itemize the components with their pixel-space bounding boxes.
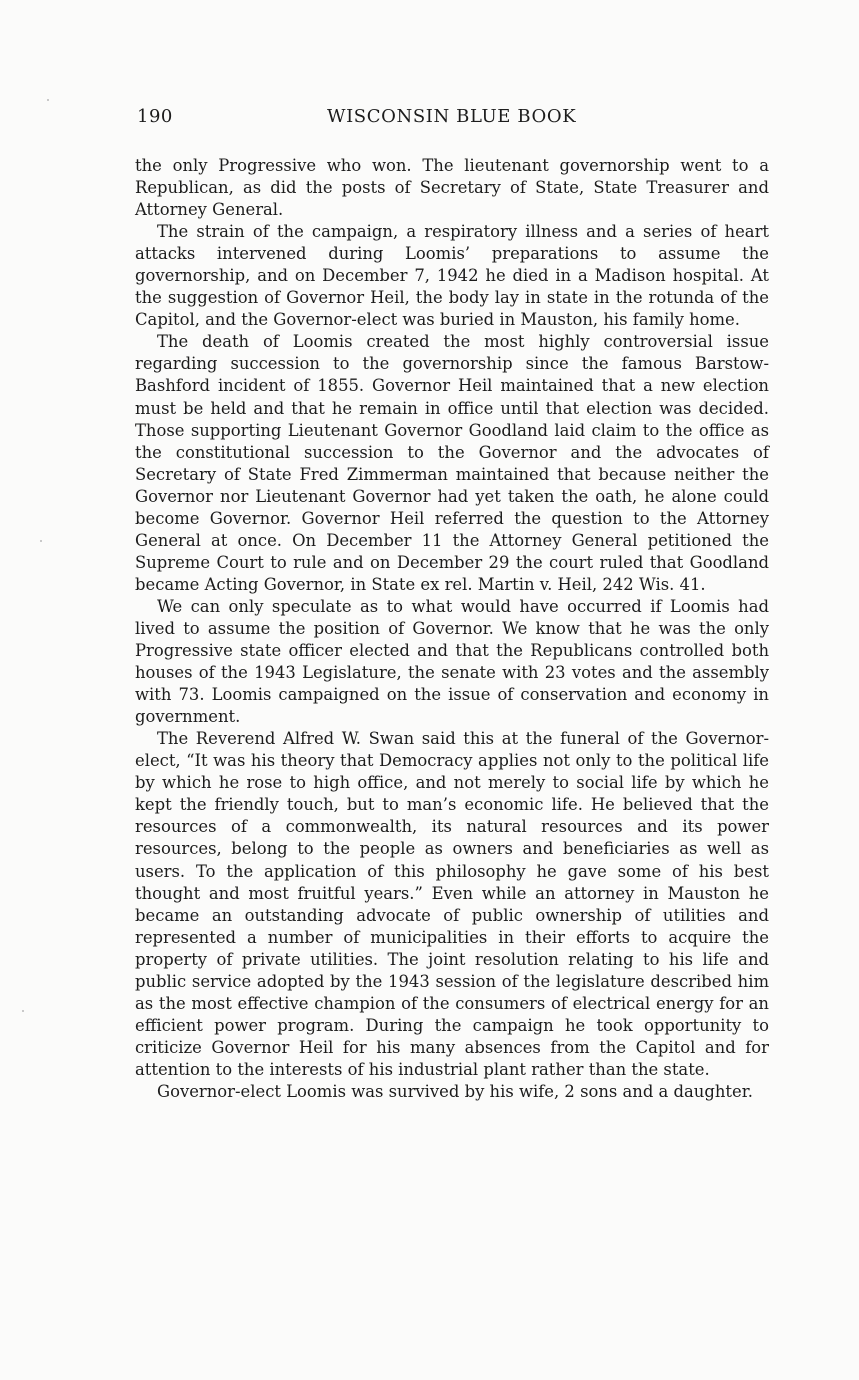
margin-speck: [47, 99, 49, 101]
paragraph: The strain of the campaign, a respiratory illness and a series of heart attacks intervened during Loomis’ preparations to assume the governorship, and on December 7, 1942 he died in a Madison hospital. At the suggestion of Governor Heil, the body lay in state in the rotunda of the Capitol, and the Governor-elect was buried in Mauston, his family home.: [135, 222, 769, 330]
page-number: 190: [137, 106, 173, 127]
paragraph: the only Progressive who won. The lieutenant governorship went to a Republican, as did the posts of Secretary of State, State Treasurer and Attorney General.: [135, 156, 769, 220]
paragraph: The Reverend Alfred W. Swan said this at the funeral of the Governor-elect, “It was his theory that Democracy applies not only to the political life by which he rose to high office, and not merely to social life by which he kept the friendly touch, but to man’s economic life. He believed that the resources of a commonwealth, its natural resources and its power resources, belong to the people as owners and beneficiaries as well as users. To the application of this philosophy he gave some of his best thought and most fruitful years.” Even while an attorney in Mauston he became an outstanding advocate of public ownership of utilities and represented a number of municipalities in their efforts to acquire the property of private utilities. The joint resolution relating to his life and public service adopted by the 1943 session of the legislature described him as the most effective champion of the consumers of electrical energy for an efficient power program. During the campaign he took opportunity to criticize Governor Heil for his many absences from the Capitol and for attention to the interests of his industrial plant rather than the state.: [135, 729, 769, 1079]
paragraph: The death of Loomis created the most highly controversial issue regarding succession to the governorship since the famous Barstow-Bashford incident of 1855. Governor Heil maintained that a new election must be held and that he remain in office until that election was decided. Those supporting Lieutenant Governor Goodland laid claim to the office as the constitutional succession to the Governor and the advocates of Secretary of State Fred Zimmerman maintained that because neither the Governor nor Lieutenant Governor had yet taken the oath, he alone could become Governor. Governor Heil referred the question to the Attorney General at once. On December 11 the Attorney General petitioned the Supreme Court to rule and on December 29 the court ruled that Goodland became Acting Governor, in State ex rel. Martin v. Heil, 242 Wis. 41.: [135, 332, 769, 594]
page-header: [137, 104, 771, 130]
margin-speck: [40, 540, 42, 542]
paragraph: Governor-elect Loomis was survived by his wife, 2 sons and a daughter.: [157, 1081, 753, 1101]
margin-speck: [22, 1010, 24, 1012]
body-text: [135, 155, 769, 1103]
paragraph: We can only speculate as to what would have occurred if Loomis had lived to assume the position of Governor. We know that he was the only Progressive state officer elected and that the Republicans controlled both houses of the 1943 Legislature, the senate with 23 votes and the assembly with 73. Loomis campaigned on the issue of conservation and economy in government.: [135, 596, 769, 727]
running-head: WISCONSIN BLUE BOOK: [327, 106, 577, 127]
